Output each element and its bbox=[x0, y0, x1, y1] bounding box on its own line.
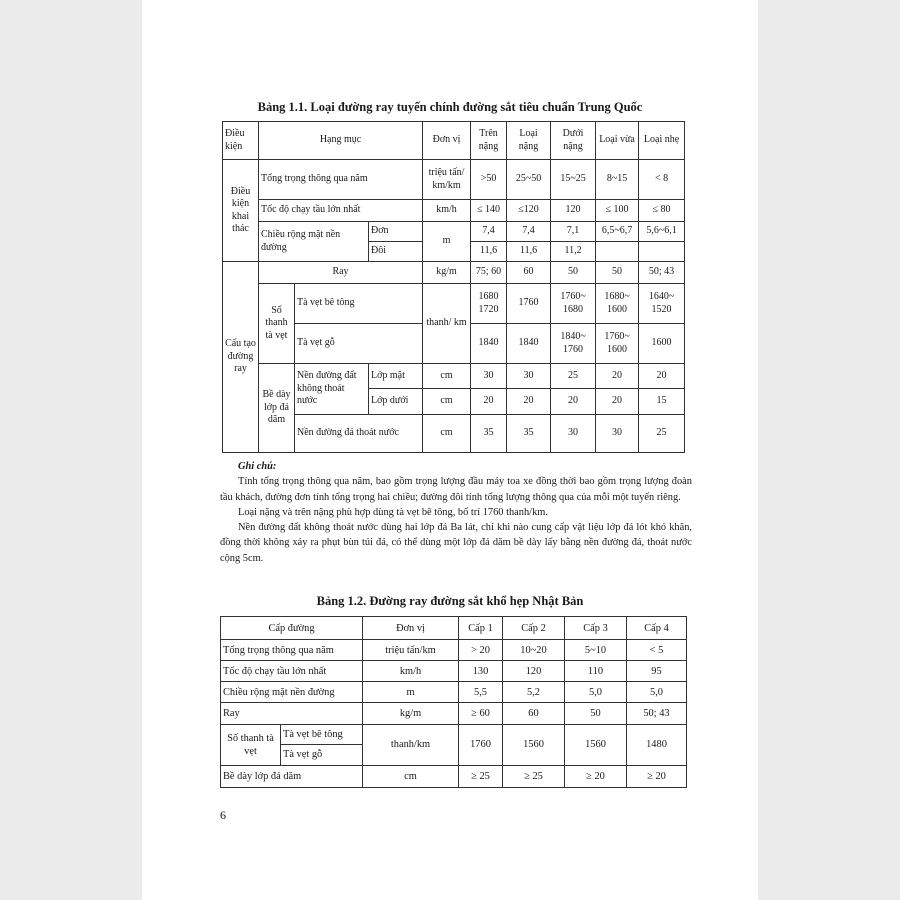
group-track-structure: Cấu tạo đường ray bbox=[223, 262, 259, 453]
cell: ≥ 25 bbox=[459, 765, 503, 787]
header-condition: Điều kiện bbox=[223, 122, 259, 160]
cell: 5~10 bbox=[565, 640, 627, 661]
cell: 75; 60 bbox=[471, 262, 507, 284]
cell: 1600 bbox=[639, 324, 685, 364]
cell: 30 bbox=[507, 364, 551, 389]
row-annual-tonnage: Tổng trọng thông qua năm bbox=[221, 640, 363, 661]
sub-top-layer: Lớp mặt bbox=[369, 364, 423, 389]
table1-china-track-types bbox=[222, 121, 685, 453]
table2-title: Bảng 1.2. Đường ray đường sắt khổ hẹp Nhật Bản bbox=[316, 594, 584, 608]
header-medium: Loại vừa bbox=[596, 122, 639, 160]
cell: 15 bbox=[639, 389, 685, 415]
notes-section bbox=[220, 459, 692, 566]
header-class-1: Cấp 1 bbox=[459, 617, 503, 640]
cell: 25~50 bbox=[507, 160, 551, 200]
cell: 120 bbox=[503, 661, 565, 682]
cell: ≥ 60 bbox=[459, 703, 503, 724]
unit-bottom-layer: cm bbox=[423, 389, 471, 415]
unit-top-layer: cm bbox=[423, 364, 471, 389]
table1-title: Bảng 1.1. Loại đường ray tuyến chính đường sắt tiêu chuẩn Trung Quốc bbox=[257, 100, 643, 114]
sub-concrete-sleeper: Tà vẹt bê tông bbox=[295, 284, 423, 324]
row-max-speed: Tốc độ chạy tầu lớn nhất bbox=[259, 200, 423, 222]
header-super-heavy: Trên nặng bbox=[471, 122, 507, 160]
cell: ≤ 100 bbox=[596, 200, 639, 222]
cell: 20 bbox=[507, 389, 551, 415]
cell: 1760~ 1600 bbox=[596, 324, 639, 364]
cell: 1640~ 1520 bbox=[639, 284, 685, 324]
row-formation-width: Chiều rộng mặt nền đường bbox=[259, 222, 369, 262]
cell: ≤120 bbox=[507, 200, 551, 222]
cell: 1480 bbox=[627, 724, 687, 765]
cell: 50 bbox=[596, 262, 639, 284]
unit-sleepers: thanh/km bbox=[363, 724, 459, 765]
cell: 5,5 bbox=[459, 682, 503, 703]
unit-sleepers: thanh/ km bbox=[423, 284, 471, 364]
cell: 35 bbox=[507, 415, 551, 453]
cell: 1760 bbox=[459, 724, 503, 765]
cell: 110 bbox=[565, 661, 627, 682]
header-class-4: Cấp 4 bbox=[627, 617, 687, 640]
cell: 25 bbox=[551, 364, 596, 389]
cell: 11,2 bbox=[551, 242, 596, 262]
cell: 1760~ 1680 bbox=[551, 284, 596, 324]
cell: 7,4 bbox=[507, 222, 551, 242]
cell: 120 bbox=[551, 200, 596, 222]
unit-width: m bbox=[423, 222, 471, 262]
note-paragraph-1: Tính tổng trọng thông qua năm, bao gồm trọng lượng đầu máy toa xe đồng thời bao gồm trọng lượng đoàn tầu khách, đường đơn tính tổng trọng hai chiều; đường đôi tính tổng lượng thông qua của mỗi một tuyến riêng. bbox=[220, 476, 692, 503]
row-ballast-thickness: Bề dày lớp đá dăm bbox=[259, 364, 295, 453]
cell: 30 bbox=[596, 415, 639, 453]
cell: ≥ 20 bbox=[627, 765, 687, 787]
cell: 6,5~6,7 bbox=[596, 222, 639, 242]
cell: 25 bbox=[639, 415, 685, 453]
cell: 5,6~6,1 bbox=[639, 222, 685, 242]
row-sleeper-count: Số thanh tà vẹt bbox=[259, 284, 295, 364]
cell: 5,2 bbox=[503, 682, 565, 703]
cell: 50 bbox=[551, 262, 596, 284]
cell: 7,4 bbox=[471, 222, 507, 242]
table2-japan-narrow-gauge bbox=[220, 616, 687, 788]
cell: 1840 bbox=[507, 324, 551, 364]
cell: 20 bbox=[596, 364, 639, 389]
cell: 20 bbox=[639, 364, 685, 389]
header-class-2: Cấp 2 bbox=[503, 617, 565, 640]
sub-bottom-layer: Lớp dưới bbox=[369, 389, 423, 415]
cell: 50 bbox=[565, 703, 627, 724]
cell: 1840~ 1760 bbox=[551, 324, 596, 364]
cell: < 8 bbox=[639, 160, 685, 200]
unit-ballast: cm bbox=[363, 765, 459, 787]
row-rail: Ray bbox=[221, 703, 363, 724]
cell: 5,0 bbox=[627, 682, 687, 703]
cell: ≤ 80 bbox=[639, 200, 685, 222]
cell: 7,1 bbox=[551, 222, 596, 242]
cell: 20 bbox=[551, 389, 596, 415]
cell: 50; 43 bbox=[627, 703, 687, 724]
cell: 10~20 bbox=[503, 640, 565, 661]
row-max-speed: Tốc độ chạy tầu lớn nhất bbox=[221, 661, 363, 682]
cell bbox=[639, 242, 685, 262]
cell: ≥ 20 bbox=[565, 765, 627, 787]
header-item: Hạng mục bbox=[259, 122, 423, 160]
cell: 20 bbox=[596, 389, 639, 415]
cell: 130 bbox=[459, 661, 503, 682]
row-sleeper-count: Số thanh tà vẹt bbox=[221, 724, 281, 765]
cell: 1680~ 1600 bbox=[596, 284, 639, 324]
page-number: 6 bbox=[220, 808, 226, 822]
cell: 60 bbox=[507, 262, 551, 284]
header-class-3: Cấp 3 bbox=[565, 617, 627, 640]
header-unit: Đơn vị bbox=[423, 122, 471, 160]
cell bbox=[596, 242, 639, 262]
cell: 1760 bbox=[507, 284, 551, 324]
cell: 30 bbox=[551, 415, 596, 453]
sub-single-track: Đơn bbox=[369, 222, 423, 242]
header-light: Loại nhẹ bbox=[639, 122, 685, 160]
row-ballast-thickness: Bề dày lớp đá dăm bbox=[221, 765, 363, 787]
cell: 1840 bbox=[471, 324, 507, 364]
unit-rail: kg/m bbox=[363, 703, 459, 724]
unit-width: m bbox=[363, 682, 459, 703]
cell: 60 bbox=[503, 703, 565, 724]
header-track-class: Cấp đường bbox=[221, 617, 363, 640]
row-annual-tonnage: Tổng trọng thông qua năm bbox=[259, 160, 423, 200]
header-unit: Đơn vị bbox=[363, 617, 459, 640]
row-formation-width: Chiều rộng mặt nền đường bbox=[221, 682, 363, 703]
cell: 15~25 bbox=[551, 160, 596, 200]
unit-tonnage: triệu tấn/km bbox=[363, 640, 459, 661]
cell: > 20 bbox=[459, 640, 503, 661]
cell: 50; 43 bbox=[639, 262, 685, 284]
cell: < 5 bbox=[627, 640, 687, 661]
cell: 20 bbox=[471, 389, 507, 415]
cell: 5,0 bbox=[565, 682, 627, 703]
header-sub-heavy: Dưới nặng bbox=[551, 122, 596, 160]
unit-speed: km/h bbox=[423, 200, 471, 222]
cell: 11,6 bbox=[471, 242, 507, 262]
document-page bbox=[142, 0, 758, 900]
sub-rock-subgrade: Nền đường đá thoát nước bbox=[295, 415, 423, 453]
sub-wood-sleeper: Tà vẹt gỗ bbox=[295, 324, 423, 364]
sub-concrete-sleeper: Tà vẹt bê tông bbox=[281, 724, 363, 744]
cell: 11,6 bbox=[507, 242, 551, 262]
cell: 35 bbox=[471, 415, 507, 453]
note-paragraph-3: Nền đường đất không thoát nước dùng hai lớp đá Ba lát, chỉ khi nào cung cấp vật liệu lớp đá lót khó khăn, đồng thời không xảy ra phụt bùn túi đá, có thể dùng một lớp đá dăm bề dày lấy bằng nền đường đá, thoát nước cộng 5cm. bbox=[220, 522, 692, 564]
cell: 30 bbox=[471, 364, 507, 389]
cell: 95 bbox=[627, 661, 687, 682]
cell: ≤ 140 bbox=[471, 200, 507, 222]
cell: >50 bbox=[471, 160, 507, 200]
cell: 1560 bbox=[565, 724, 627, 765]
header-heavy: Loại nặng bbox=[507, 122, 551, 160]
note-paragraph-2: Loại nặng và trên nặng phù hợp dùng tà vẹt bê tông, bố trí 1760 thanh/km. bbox=[238, 506, 548, 518]
unit-rail: kg/m bbox=[423, 262, 471, 284]
unit-speed: km/h bbox=[363, 661, 459, 682]
notes-heading: Ghi chú: bbox=[238, 461, 277, 472]
cell: 8~15 bbox=[596, 160, 639, 200]
cell: 1560 bbox=[503, 724, 565, 765]
sub-soil-subgrade: Nền đường đất không thoát nước bbox=[295, 364, 369, 415]
group-operating-conditions: Điều kiện khai thác bbox=[223, 160, 259, 262]
unit-rock-subgrade: cm bbox=[423, 415, 471, 453]
sub-wood-sleeper: Tà vẹt gỗ bbox=[281, 744, 363, 765]
unit-tonnage: triệu tấn/ km/km bbox=[423, 160, 471, 200]
sub-double-track: Đôi bbox=[369, 242, 423, 262]
row-rail: Ray bbox=[259, 262, 423, 284]
cell: ≥ 25 bbox=[503, 765, 565, 787]
cell: 1680 1720 bbox=[471, 284, 507, 324]
